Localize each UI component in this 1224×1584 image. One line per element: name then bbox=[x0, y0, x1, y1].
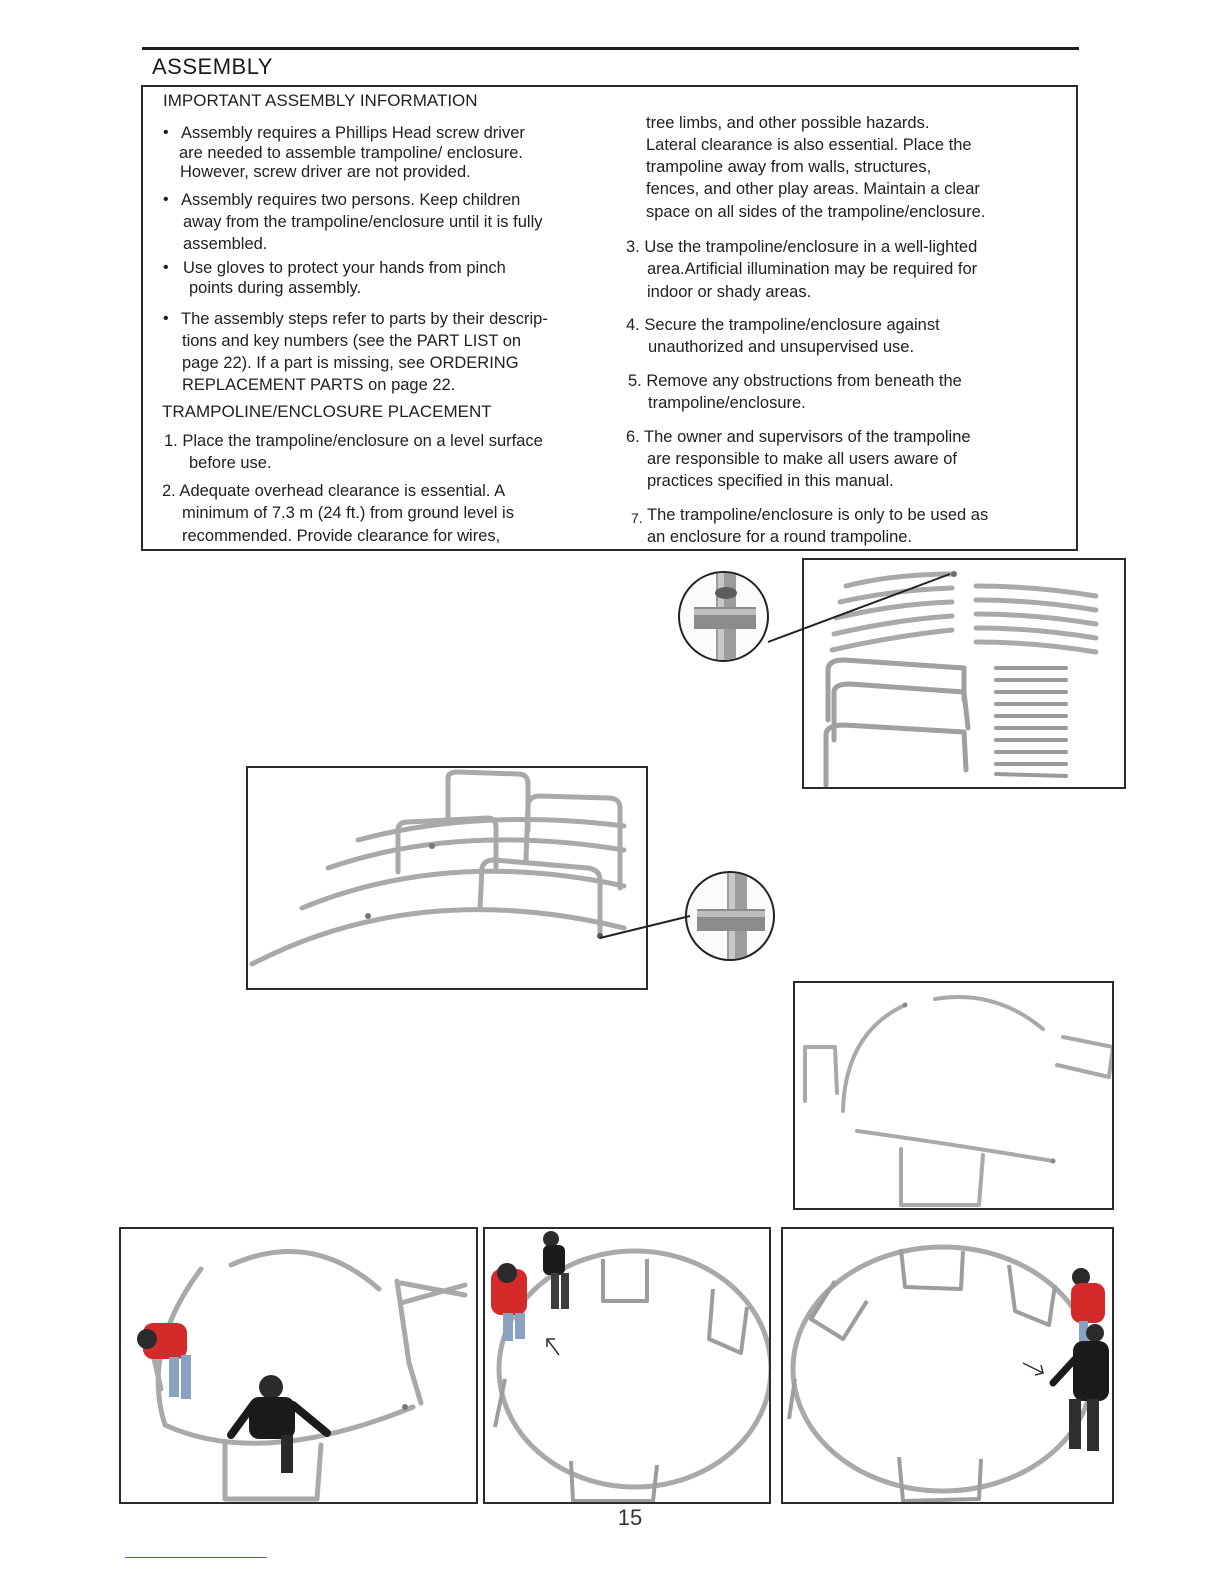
arrow-icon bbox=[547, 1339, 559, 1355]
bullet-2-line-1: Assembly requires two persons. Keep children bbox=[181, 191, 521, 209]
item-2-cont-line-5: space on all sides of the trampoline/enclosure. bbox=[646, 203, 986, 221]
item-2-cont-line-3: trampoline away from walls, structures, bbox=[646, 158, 932, 176]
person-black-shirt bbox=[1053, 1324, 1109, 1451]
bullet-2-line-3: assembled. bbox=[183, 235, 268, 253]
item-6-line-1: 6. The owner and supervisors of the trampoline bbox=[626, 428, 971, 446]
item-5-line-2: trampoline/enclosure. bbox=[648, 394, 806, 412]
item-2-cont-line-2: Lateral clearance is also essential. Place the bbox=[646, 136, 972, 154]
placement-heading: TRAMPOLINE/ENCLOSURE PLACEMENT bbox=[162, 402, 492, 421]
bullet-1: • bbox=[163, 124, 169, 141]
item-2-line-2: minimum of 7.3 m (24 ft.) from ground level is bbox=[182, 504, 514, 522]
bullet-4-line-2: tions and key numbers (see the PART LIST on bbox=[182, 332, 522, 350]
item-3-line-3: indoor or shady areas. bbox=[647, 283, 812, 301]
bullet-1-line-1: Assembly requires a Phillips Head screw driver bbox=[181, 124, 525, 142]
connector-detail-illustration bbox=[680, 573, 769, 662]
connector-zoom-circle bbox=[678, 571, 769, 662]
rails-assembly-illustration bbox=[248, 768, 648, 990]
complete-ring-illustration bbox=[783, 1229, 1114, 1504]
rails-assembly-photo bbox=[246, 766, 648, 990]
bullet-4-line-1: The assembly steps refer to parts by their descrip- bbox=[181, 310, 548, 328]
top-rule bbox=[142, 47, 1079, 50]
connect-ring-illustration bbox=[485, 1229, 771, 1504]
bullet-2-line-2: away from the trampoline/enclosure until it is fully bbox=[183, 213, 543, 231]
partial-ring-photo bbox=[793, 981, 1114, 1210]
item-7-line-1: The trampoline/enclosure is only to be used as bbox=[647, 506, 989, 524]
bullet-3: • bbox=[163, 259, 169, 276]
item-2-line-1: 2. Adequate overhead clearance is essential. A bbox=[162, 482, 506, 500]
bullet-3-line-1: Use gloves to protect your hands from pinch bbox=[183, 259, 506, 277]
bullet-1-line-3: However, screw driver are not provided. bbox=[180, 163, 471, 181]
item-2-cont-line-4: fences, and other play areas. Maintain a clear bbox=[646, 180, 980, 198]
connector-detail-illustration-2 bbox=[687, 873, 775, 961]
bullet-1-line-2: are needed to assemble trampoline/ enclosure. bbox=[179, 144, 523, 162]
section-title: ASSEMBLY bbox=[152, 54, 273, 79]
person-red-shirt bbox=[137, 1323, 191, 1399]
zoom-leader-line-2 bbox=[590, 910, 700, 950]
person-red-shirt bbox=[491, 1263, 527, 1341]
bullet-2: • bbox=[163, 191, 169, 208]
partial-ring-illustration bbox=[795, 983, 1114, 1210]
item-6-line-3: practices specified in this manual. bbox=[647, 472, 894, 490]
item-1-line-1: 1. Place the trampoline/enclosure on a level surface bbox=[164, 432, 543, 450]
item-5-line-1: 5. Remove any obstructions from beneath the bbox=[628, 372, 962, 390]
info-heading: IMPORTANT ASSEMBLY INFORMATION bbox=[163, 91, 478, 110]
arrow-icon bbox=[1023, 1363, 1043, 1375]
complete-ring-photo bbox=[781, 1227, 1114, 1504]
item-7-line-2: an enclosure for a round trampoline. bbox=[647, 528, 913, 546]
connect-ring-photo bbox=[483, 1227, 771, 1504]
item-4-line-1: 4. Secure the trampoline/enclosure against bbox=[626, 316, 940, 334]
bullet-4-line-4: REPLACEMENT PARTS on page 22. bbox=[182, 376, 456, 394]
bullet-4-line-3: page 22). If a part is missing, see ORDERING bbox=[182, 354, 519, 372]
item-6-line-2: are responsible to make all users aware of bbox=[647, 450, 957, 468]
item-3-line-1: 3. Use the trampoline/enclosure in a well-lighted bbox=[626, 238, 978, 256]
item-7-number: 7. bbox=[631, 510, 643, 526]
lift-frame-illustration bbox=[121, 1229, 478, 1504]
item-4-line-2: unauthorized and unsupervised use. bbox=[648, 338, 915, 356]
item-1-line-2: before use. bbox=[189, 454, 272, 472]
lift-frame-photo bbox=[119, 1227, 478, 1504]
item-2-line-3: recommended. Provide clearance for wires, bbox=[182, 527, 501, 545]
item-3-line-2: area.Artificial illumination may be required for bbox=[647, 260, 978, 278]
bullet-4: • bbox=[163, 310, 169, 327]
zoom-leader-line-1 bbox=[760, 570, 960, 650]
bullet-3-line-2: points during assembly. bbox=[189, 279, 362, 297]
item-2-cont-line-1: tree limbs, and other possible hazards. bbox=[646, 114, 930, 132]
footer-line bbox=[125, 1557, 267, 1558]
person-black-shirt bbox=[231, 1375, 327, 1473]
page-number: 15 bbox=[617, 1505, 643, 1530]
